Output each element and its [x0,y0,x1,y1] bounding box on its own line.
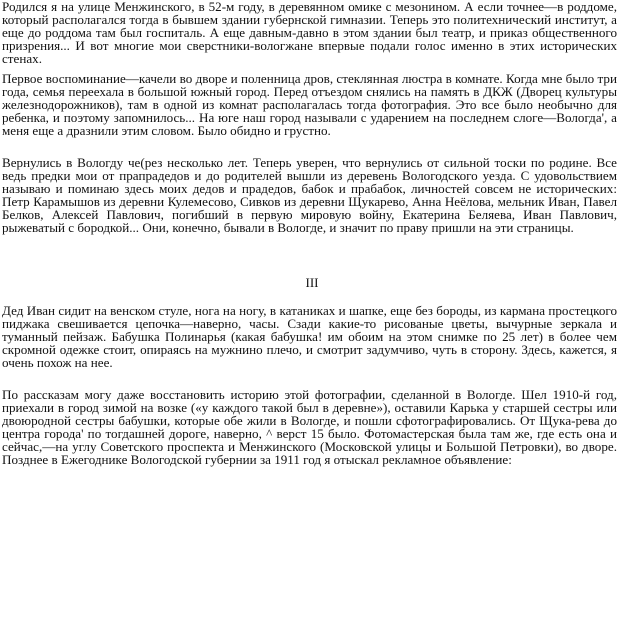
paragraph-birthplace: Родился я на улице Менжинского, в 52-м году, в деревянном омике с мезонином. А если точнее—в роддоме, который располагался тогда в бывшем здании губернской гимназии. Теперь это политехнический институт, а еще до роддома там был госпиталь. А еще давным-давно в этом здании был театр, и приказ общественного призрения... И вот многие мои сверстники-вологжане впервые подали голос именно в этих исторических стенах. [2,0,617,67]
paragraph-grandfather-photo: Дед Иван сидит на венском стуле, нога на ногу, в катаниках и шапке, еще без бороды, из кармана простецкого пиджака свешивается цепочка—наверно, часы. Сзади какие-то рисованые цветы, вычурные зеркала и туманный пейзаж. Бабушка Полинарья (какая бабушка! им обоим на этом снимке по 25 лет) в более чем скромной одежке стоит, опираясь на мужнино плечо, и смотрит задумчиво, чуть в сторону. Здесь, кажется, я очень похож на нее. [2,303,617,371]
paragraph-first-memory: Первое воспоминание—качели во дворе и поленница дров, стеклянная люстра в комнате. Когда мне было три года, семья переехала в большой южный город. Перед отъездом снялись на память в ДКЖ (Дворец культуры железнодорожников), там в одной из комнат располагалась тогда фотография. Это все было необычно для ребенка, и поэтому запомнилось... На юге наш город называли с ударением на последнем слоге—Вологда', а меня еще а дразнили этим словом. Было обидно и грустно. [2,71,617,139]
paragraph-photo-history: По рассказам могу даже восстановить историю этой фотографии, сделанной в Вологде. Шел 1910-й год, приехали в город зимой на возке («у каждого такой был в деревне»), оставили Карька у старшей сестры или двоюродной сестры бабушки, которые обе жили в Вологде, и пошли сфотографировались. От Щука-рева до центра города' по тогдашней дороге, наверно, ^ верст 15 было. Фотомастерская была там же, где есть она и сейчас,—на углу Советского проспекта и Менжинского (Московской улицы и Большой Петровки), во дворе. Позднее в Ежегоднике Вологодской губернии за 1911 год я отыскал рекламное объявление: [2,387,617,468]
section-heading: III [305,275,319,290]
paragraph-return-to-vologda: Вернулись в Вологду че(рез несколько лет. Теперь уверен, что вернулись от сильной тоски по родине. Все ведь предки мои от прапрадедов и до родителей вышли из деревень Вологодского уезда. С удовольствием называю и поминаю здесь моих дедов и прадедов, бабок и прабабок, личностей совсем не исторических: Петр Карамышов из деревни Кулемесово, Сивков из деревни Щукарево, Анна Неёлова, мельник Иван, Павел Белков, Алексей Павлович, погибший в первую мировую войну, Екатерина Беляева, Иван Павлович, рыжеватый с бородкой... Они, конечно, бывали в Вологде, и значит по праву пришли на эти страницы. [2,155,617,236]
